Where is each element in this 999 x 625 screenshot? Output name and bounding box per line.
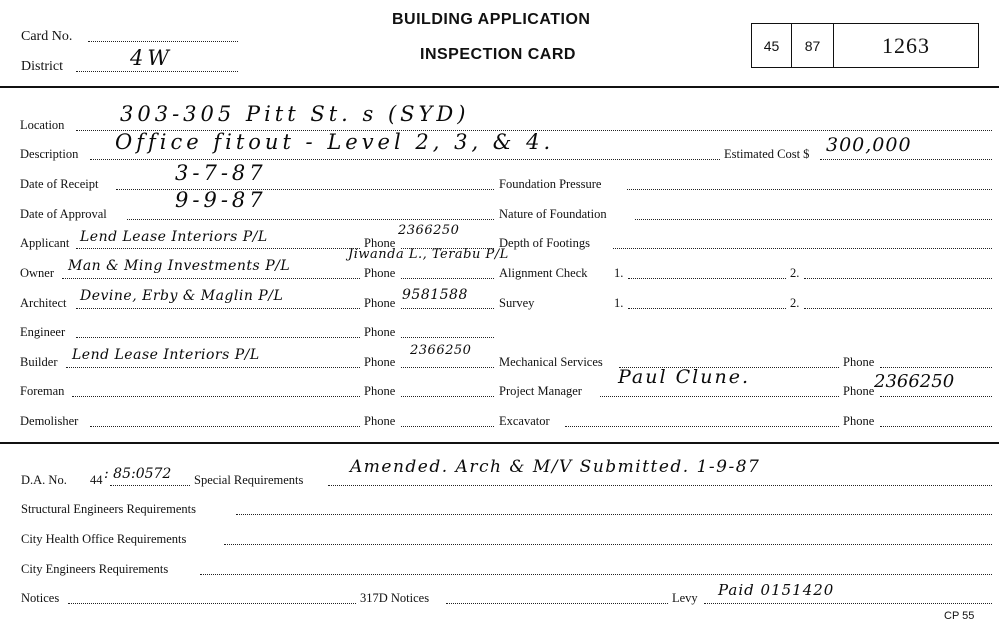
architect-label: Architect [20,296,67,310]
mechanical-phone-line [880,367,992,368]
survey-2-line [804,308,992,309]
builder-line [66,367,360,368]
card-code-box [751,23,979,68]
excavator-line [565,426,839,427]
card-no-label: Card No. [21,29,73,44]
code-cell-1: 45 [752,24,792,67]
applicant-label: Applicant [20,236,70,250]
applicant-phone-label: Phone [364,236,396,250]
project-manager-phone: 2366250 [874,371,955,392]
da-no-prefix: 44 [90,473,103,487]
survey-1: 1. [614,296,624,310]
receipt-line [116,189,494,190]
applicant-line [76,248,360,249]
description-label: Description [20,147,79,161]
special-requirements-line [328,485,992,486]
health-label: City Health Office Requirements [21,532,187,546]
foundation-pressure-label: Foundation Pressure [499,177,602,191]
architect-line [76,308,360,309]
engineer-phone-line [401,337,494,338]
owner-phone-value: Jiwanda L., Terabu P/L [348,247,509,262]
levy-value: Paid 0151420 [718,581,835,599]
alignment-check-2: 2. [790,266,800,280]
demolisher-label: Demolisher [20,414,79,428]
survey-label: Survey [499,296,535,310]
builder-label: Builder [20,355,58,369]
survey-1-line [628,308,786,309]
excavator-phone-line [880,426,992,427]
approval-label: Date of Approval [20,207,107,221]
structural-label: Structural Engineers Requirements [21,502,196,516]
description-value: Office fitout - Level 2, 3, & 4. [115,130,555,154]
owner-label: Owner [20,266,55,280]
alignment-check-2-line [804,278,992,279]
alignment-check-label: Alignment Check [499,266,588,280]
mechanical-phone-label: Phone [843,355,875,369]
card-title-line2: INSPECTION CARD [420,46,576,63]
location-label: Location [20,118,65,132]
foundation-pressure-line [627,189,992,190]
builder-phone: 2366250 [410,343,472,358]
architect-phone-label: Phone [364,296,396,310]
project-manager-line [600,396,839,397]
district-label: District [21,59,63,74]
card-number: 1263 [882,32,930,58]
receipt-value: 3-7-87 [175,161,267,185]
builder-phone-label: Phone [364,355,396,369]
architect-value: Devine, Erby & Maglin P/L [80,288,284,304]
details-rule [0,442,999,444]
code-cell-2: 87 [792,24,834,67]
project-manager-phone-line [880,396,992,397]
da-no-label: D.A. No. [21,473,67,487]
owner-line [62,278,360,279]
owner-phone-label: Phone [364,266,396,280]
depth-of-footings-label: Depth of Footings [499,236,590,250]
card-no-line [88,41,238,42]
special-requirements-value: Amended. Arch & M/V Submitted. 1-9-87 [350,457,761,477]
notices-label: Notices [21,591,60,605]
architect-phone-line [401,308,494,309]
district-line [76,71,238,72]
foreman-label: Foreman [20,384,65,398]
project-manager-phone-label: Phone [843,384,875,398]
applicant-value: Lend Lease Interiors P/L [80,229,268,245]
foreman-line [72,396,360,397]
location-value: 303-305 Pitt St. s (SYD) [120,102,470,126]
builder-phone-line [401,367,494,368]
owner-phone-line [401,278,494,279]
demolisher-phone-line [401,426,494,427]
notices-line [68,603,356,604]
health-line [224,544,992,545]
city-engineers-line [200,574,992,575]
alignment-check-1: 1. [614,266,624,280]
description-line [90,159,720,160]
project-manager-value: Paul Clune. [618,366,750,388]
excavator-phone-label: Phone [843,414,875,428]
engineer-line [76,337,360,338]
mechanical-services-label: Mechanical Services [499,355,603,369]
foreman-phone-label: Phone [364,384,396,398]
estimated-cost-line [820,159,992,160]
special-requirements-label: Special Requirements [194,473,304,487]
demolisher-line [90,426,360,427]
survey-2: 2. [790,296,800,310]
notices-317d-label: 317D Notices [360,591,430,605]
demolisher-phone-label: Phone [364,414,396,428]
levy-line [704,603,992,604]
architect-phone: 9581588 [402,287,468,303]
alignment-check-1-line [628,278,786,279]
applicant-phone: 2366250 [398,223,460,238]
estimated-cost-value: 300,000 [826,134,912,156]
engineer-label: Engineer [20,325,66,339]
card-title-line1: BUILDING APPLICATION [392,11,591,28]
nature-of-foundation-label: Nature of Foundation [499,207,607,221]
structural-line [236,514,992,515]
depth-of-footings-line [613,248,992,249]
engineer-phone-label: Phone [364,325,396,339]
receipt-label: Date of Receipt [20,177,99,191]
form-code: CP 55 [944,610,975,622]
approval-value: 9-9-87 [175,188,267,212]
da-no-line [110,485,190,486]
approval-line [127,219,494,220]
city-engineers-label: City Engineers Requirements [21,562,169,576]
estimated-cost-label: Estimated Cost $ [724,147,810,161]
foreman-phone-line [401,396,494,397]
da-no-value: : 85:0572 [104,466,172,482]
builder-value: Lend Lease Interiors P/L [72,347,260,363]
owner-value: Man & Ming Investments P/L [68,258,291,274]
project-manager-label: Project Manager [499,384,582,398]
nature-of-foundation-line [635,219,992,220]
levy-label: Levy [672,591,698,605]
header-rule [0,86,999,88]
notices-317d-line [446,603,668,604]
district-value: 4W [130,46,173,70]
excavator-label: Excavator [499,414,550,428]
